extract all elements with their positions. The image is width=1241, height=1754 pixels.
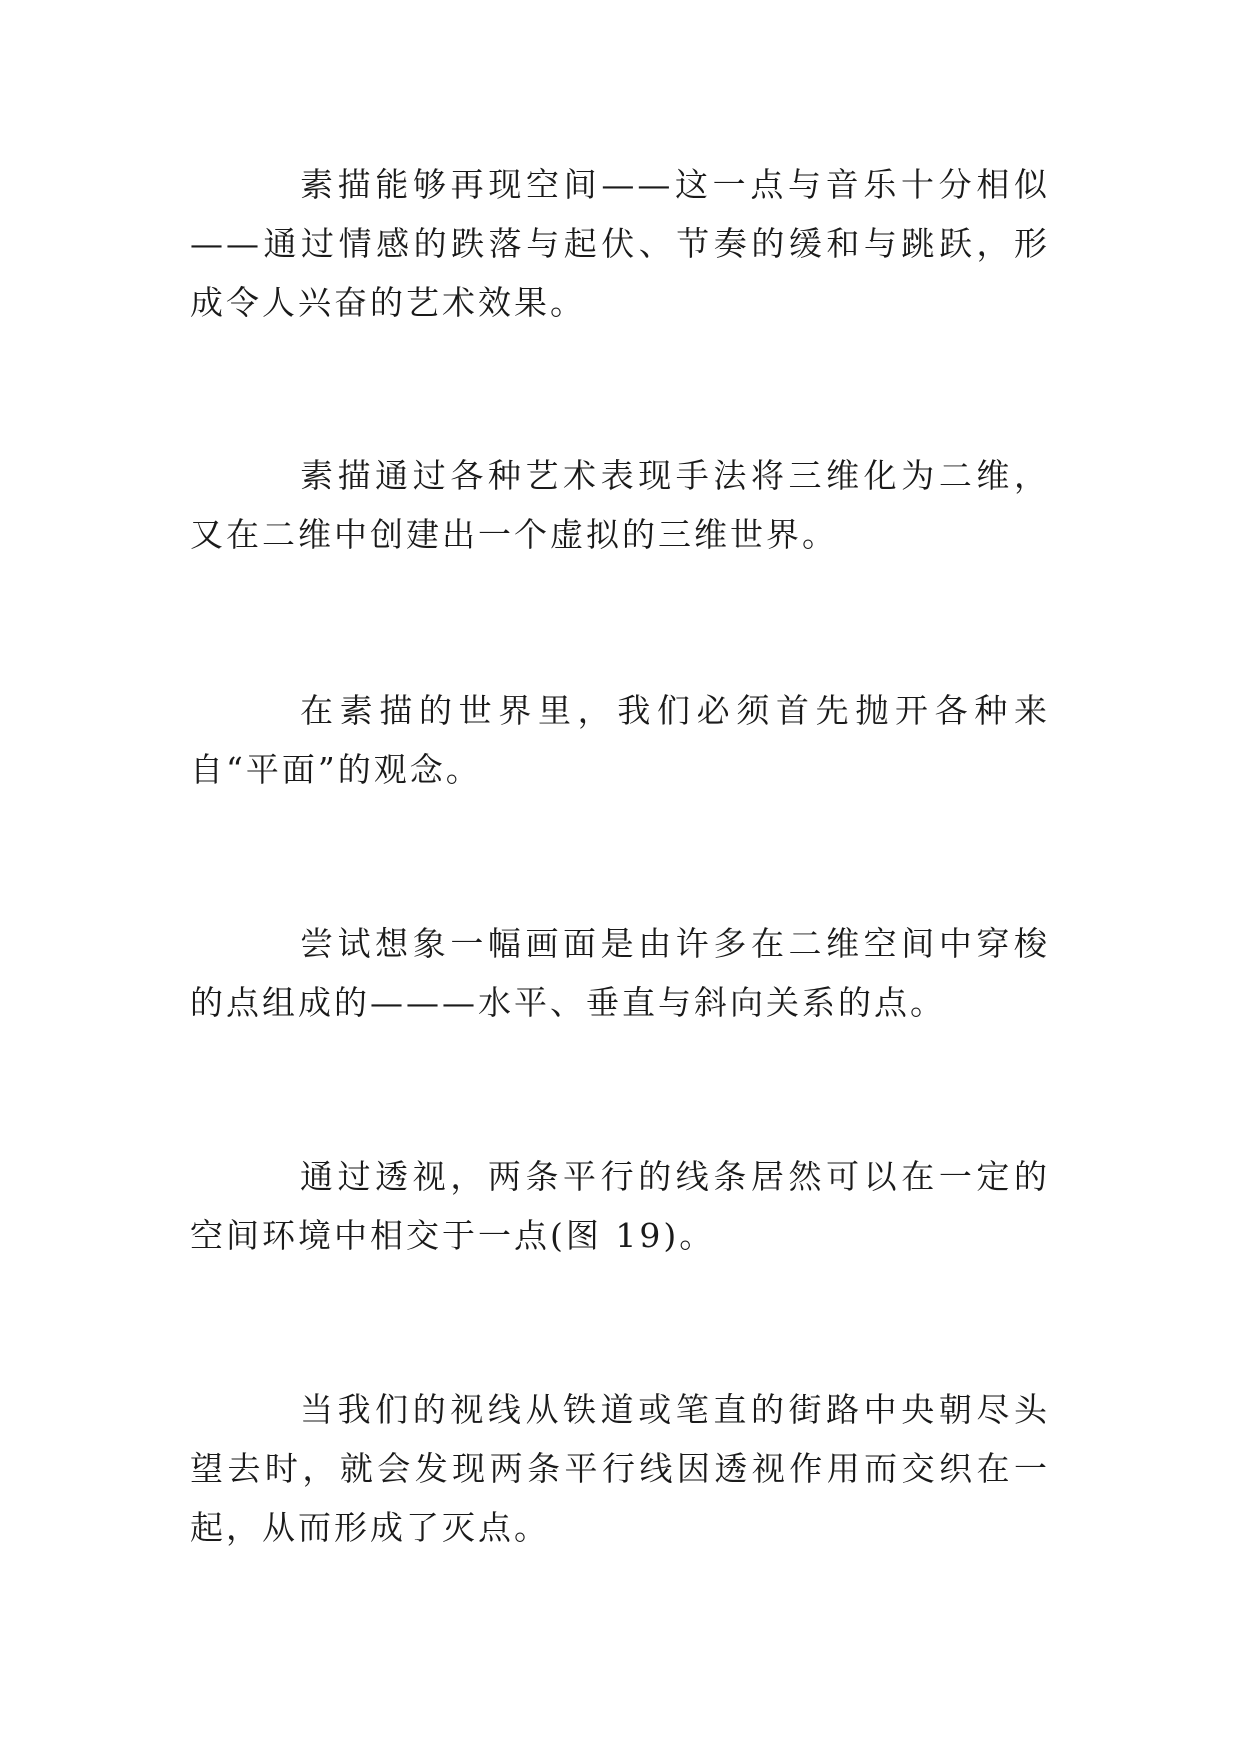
- paragraph: 当我们的视线从铁道或笔直的街路中央朝尽头望去时，就会发现两条平行线因透视作用而交织在一起，从而形成了灭点。: [190, 1390, 1050, 1547]
- paragraph: 在素描的世界里，我们必须首先抛开各种来自“平面”的观念。: [190, 691, 1050, 789]
- paragraph: 素描能够再现空间——这一点与音乐十分相似——通过情感的跌落与起伏、节奏的缓和与跳跃，形成令人兴奋的艺术效果。: [190, 165, 1050, 322]
- paragraph: 通过透视，两条平行的线条居然可以在一定的空间环境中相交于一点(图 19)。: [190, 1157, 1050, 1255]
- paragraph: 素描通过各种艺术表现手法将三维化为二维，又在二维中创建出一个虚拟的三维世界。: [190, 456, 1050, 554]
- paragraph: 尝试想象一幅画面是由许多在二维空间中穿梭的点组成的———水平、垂直与斜向关系的点。: [190, 924, 1050, 1022]
